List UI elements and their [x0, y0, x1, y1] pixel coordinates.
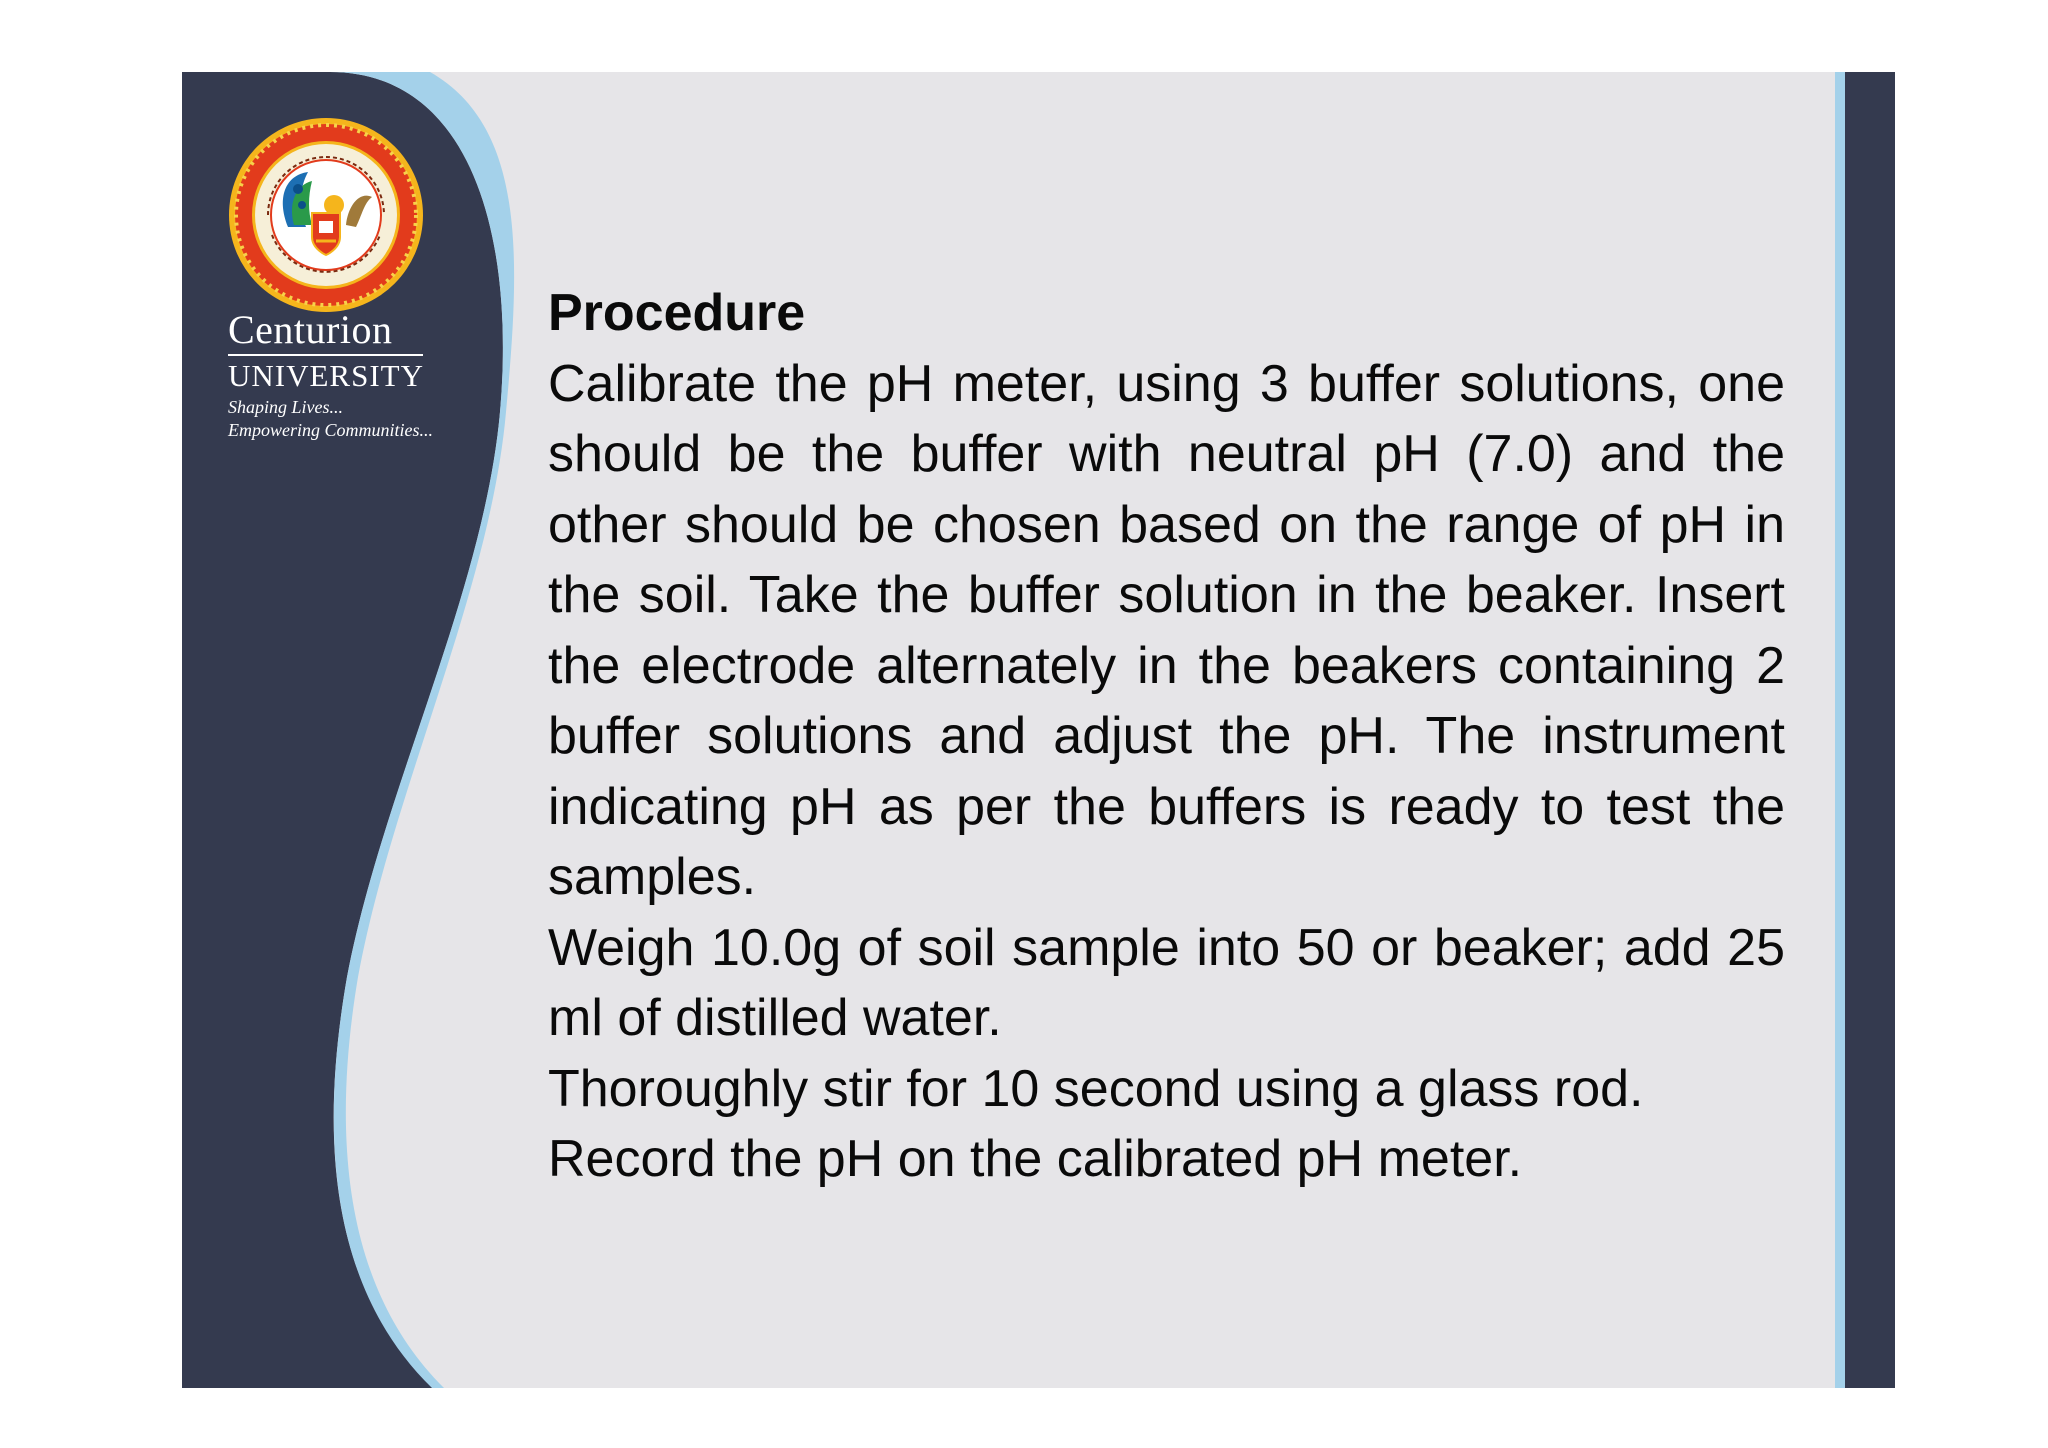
brand-block: [228, 307, 488, 442]
procedure-paragraph-record: Record the pH on the calibrated pH meter.: [548, 1130, 1523, 1188]
brand-tagline-line2: Empowering Communities...: [228, 420, 433, 440]
university-logo-icon: [228, 117, 424, 313]
right-accent-stripe: [1835, 72, 1845, 1388]
brand-tagline-line1: Shaping Lives...: [228, 397, 343, 417]
brand-subname: UNIVERSITY: [228, 358, 424, 393]
procedure-heading: Procedure: [548, 284, 806, 342]
procedure-paragraph-stir: Thoroughly stir for 10 second using a glass rod.: [548, 1059, 1644, 1118]
procedure-paragraph-weigh: Weigh 10.0g of soil sample into 50 or beaker; add 25 ml of distilled water.: [548, 918, 1785, 1047]
brand-name: Centurion: [228, 307, 393, 352]
brand-divider: [228, 354, 423, 356]
right-navy-border: [1845, 72, 1895, 1388]
procedure-paragraph-calibration: Calibrate the pH meter, using 3 buffer solutions, one should be the buffer with neutral pH (7.0) and the other should be chosen based on the range of pH in the soil. Take the buffer solution in the beaker. Insert the electrode alternately in the beakers containing 2 buffer solutions and adjust the pH. The instrument indicating pH as per the buffers is ready to test the samples.: [548, 354, 1785, 906]
procedure-content: [548, 278, 1785, 1195]
slide: [182, 72, 1895, 1388]
